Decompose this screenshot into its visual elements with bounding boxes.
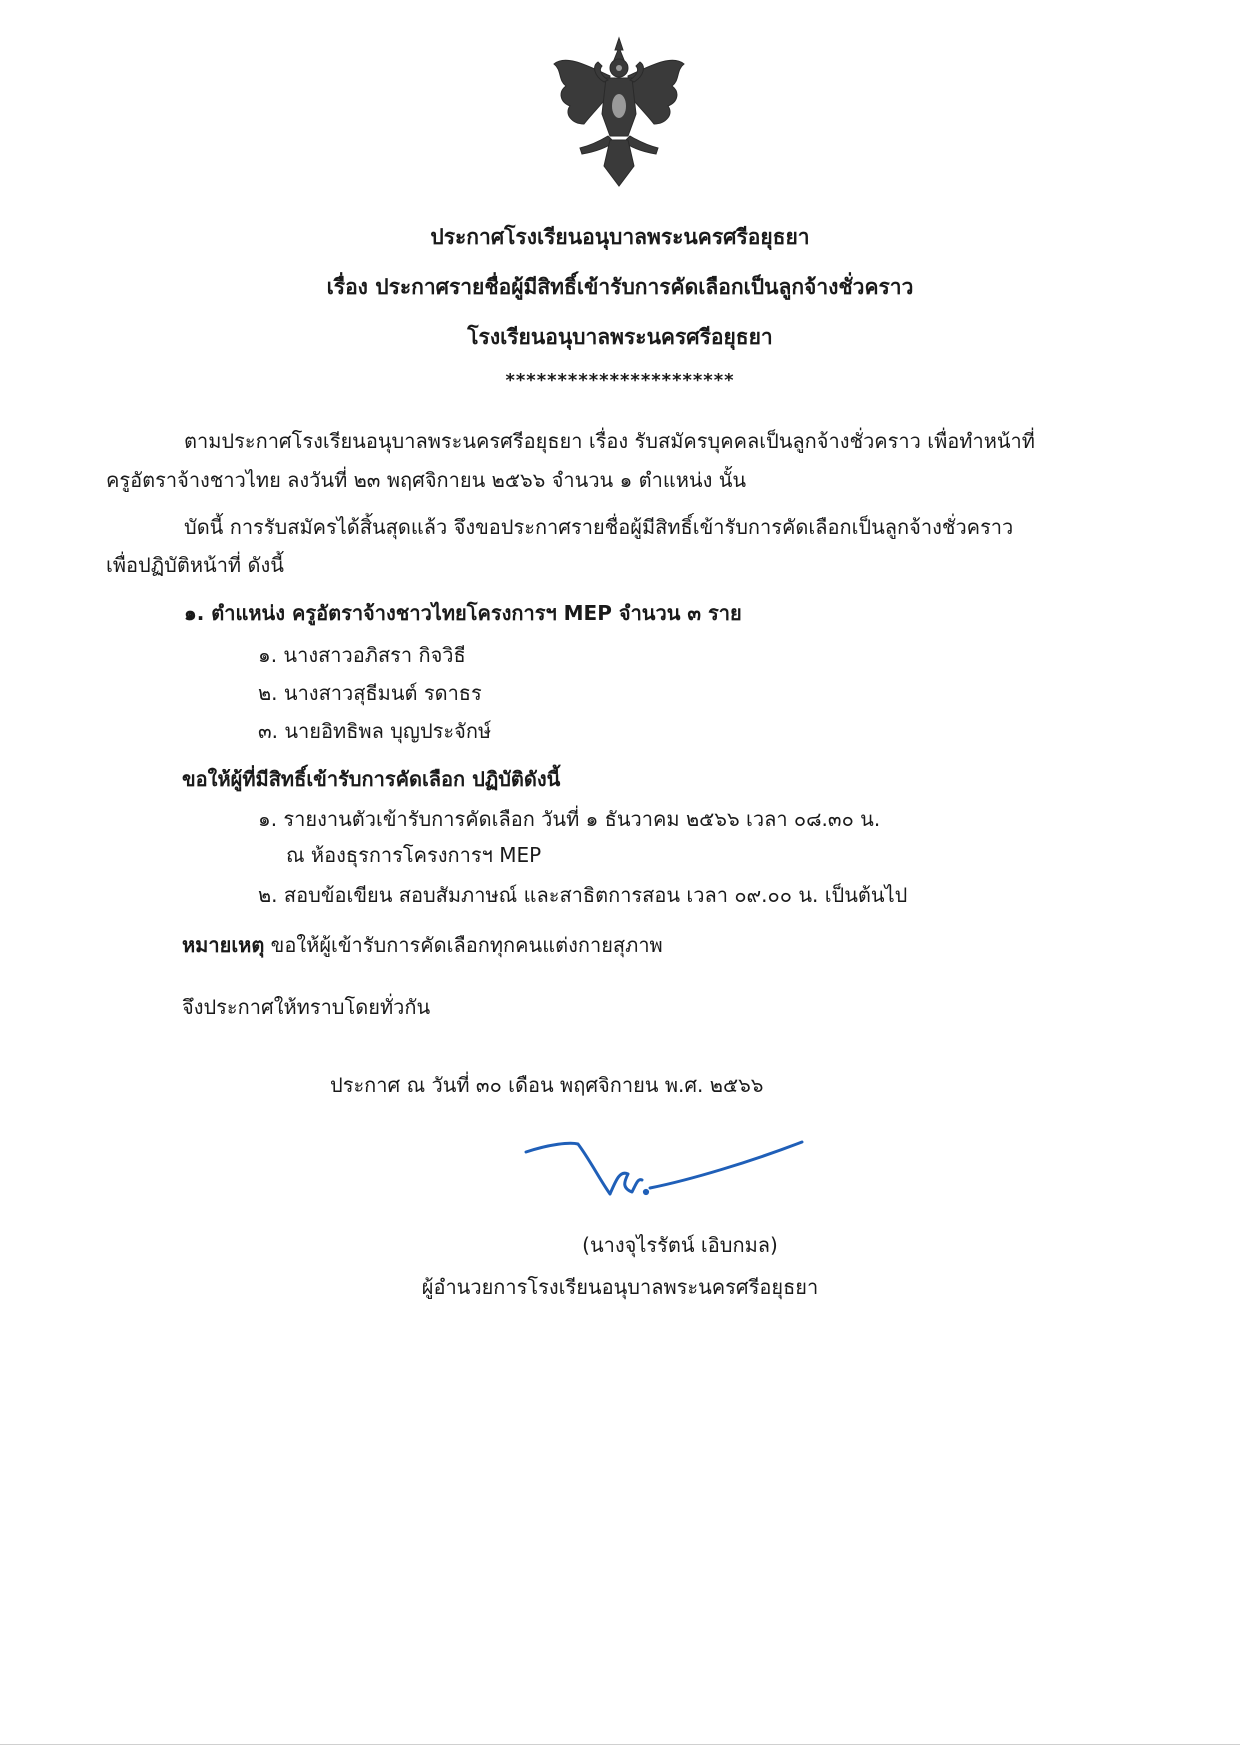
note <box>182 930 663 960</box>
paragraph-2-line-1: บัดนี้ การรับสมัครได้สิ้นสุดแล้ว จึงขอประกาศรายชื่อผู้มีสิทธิ์เข้ารับการคัดเลือกเป็นลูกจ้างชั่วคราว <box>184 515 1014 539</box>
note-text: ขอให้ผู้เข้ารับการคัดเลือกทุกคนแต่งกายสุภาพ <box>264 933 663 957</box>
garuda-emblem <box>548 36 690 188</box>
closing-statement: จึงประกาศให้ทราบโดยทั่วกัน <box>182 995 431 1019</box>
header-line-1: ประกาศโรงเรียนอนุบาลพระนครศรีอยุธยา <box>430 225 810 249</box>
candidate-item: ๓. นายอิทธิพล บุญประจักษ์ <box>258 719 492 743</box>
announcement-date: ประกาศ ณ วันที่ ๓๐ เดือน พฤศจิกายน พ.ศ. ๒๕๖๖ <box>330 1073 764 1097</box>
instruction-item-1-location: ณ ห้องธุรการโครงการฯ MEP <box>286 843 542 867</box>
note-label: หมายเหตุ <box>182 933 265 957</box>
instructions-heading: ขอให้ผู้ที่มีสิทธิ์เข้ารับการคัดเลือก ปฏิบัติดังนี้ <box>182 767 561 791</box>
candidate-item: ๑. นางสาวอภิสรา กิจวิธี <box>258 643 466 667</box>
header-subject: เรื่อง ประกาศรายชื่อผู้มีสิทธิ์เข้ารับการคัดเลือกเป็นลูกจ้างชั่วคราว <box>326 275 914 299</box>
signatory-title: ผู้อำนวยการโรงเรียนอนุบาลพระนครศรีอยุธยา <box>421 1275 819 1299</box>
header-separator: ********************** <box>505 370 735 391</box>
paragraph-1-line-2: ครูอัตราจ้างชาวไทย ลงวันที่ ๒๓ พฤศจิกายน ๒๕๖๖ จำนวน ๑ ตำแหน่ง นั้น <box>106 468 747 492</box>
header-line-3: โรงเรียนอนุบาลพระนครศรีอยุธยา <box>467 325 773 349</box>
signatory-name: (นางจุไรรัตน์ เอิบกมล) <box>582 1233 778 1257</box>
page-edge-line <box>0 1744 1240 1745</box>
candidate-item: ๒. นางสาวสุธีมนต์ รดาธร <box>258 681 482 705</box>
instruction-item-1: ๑. รายงานตัวเข้ารับการคัดเลือก วันที่ ๑ ธันวาคม ๒๕๖๖ เวลา ๐๘.๓๐ น. <box>258 807 881 831</box>
position-heading: ๑. ตำแหน่ง ครูอัตราจ้างชาวไทยโครงการฯ MEP จำนวน ๓ ราย <box>184 601 742 625</box>
instruction-item-2: ๒. สอบข้อเขียน สอบสัมภาษณ์ และสาธิตการสอน เวลา ๐๙.๐๐ น. เป็นต้นไป <box>258 883 908 907</box>
handwritten-signature <box>520 1130 810 1210</box>
paragraph-2-line-2: เพื่อปฏิบัติหน้าที่ ดังนี้ <box>106 553 284 577</box>
paragraph-1-line-1: ตามประกาศโรงเรียนอนุบาลพระนครศรีอยุธยา เรื่อง รับสมัครบุคคลเป็นลูกจ้างชั่วคราว เพื่อทำหน้าที่ <box>184 429 1035 453</box>
